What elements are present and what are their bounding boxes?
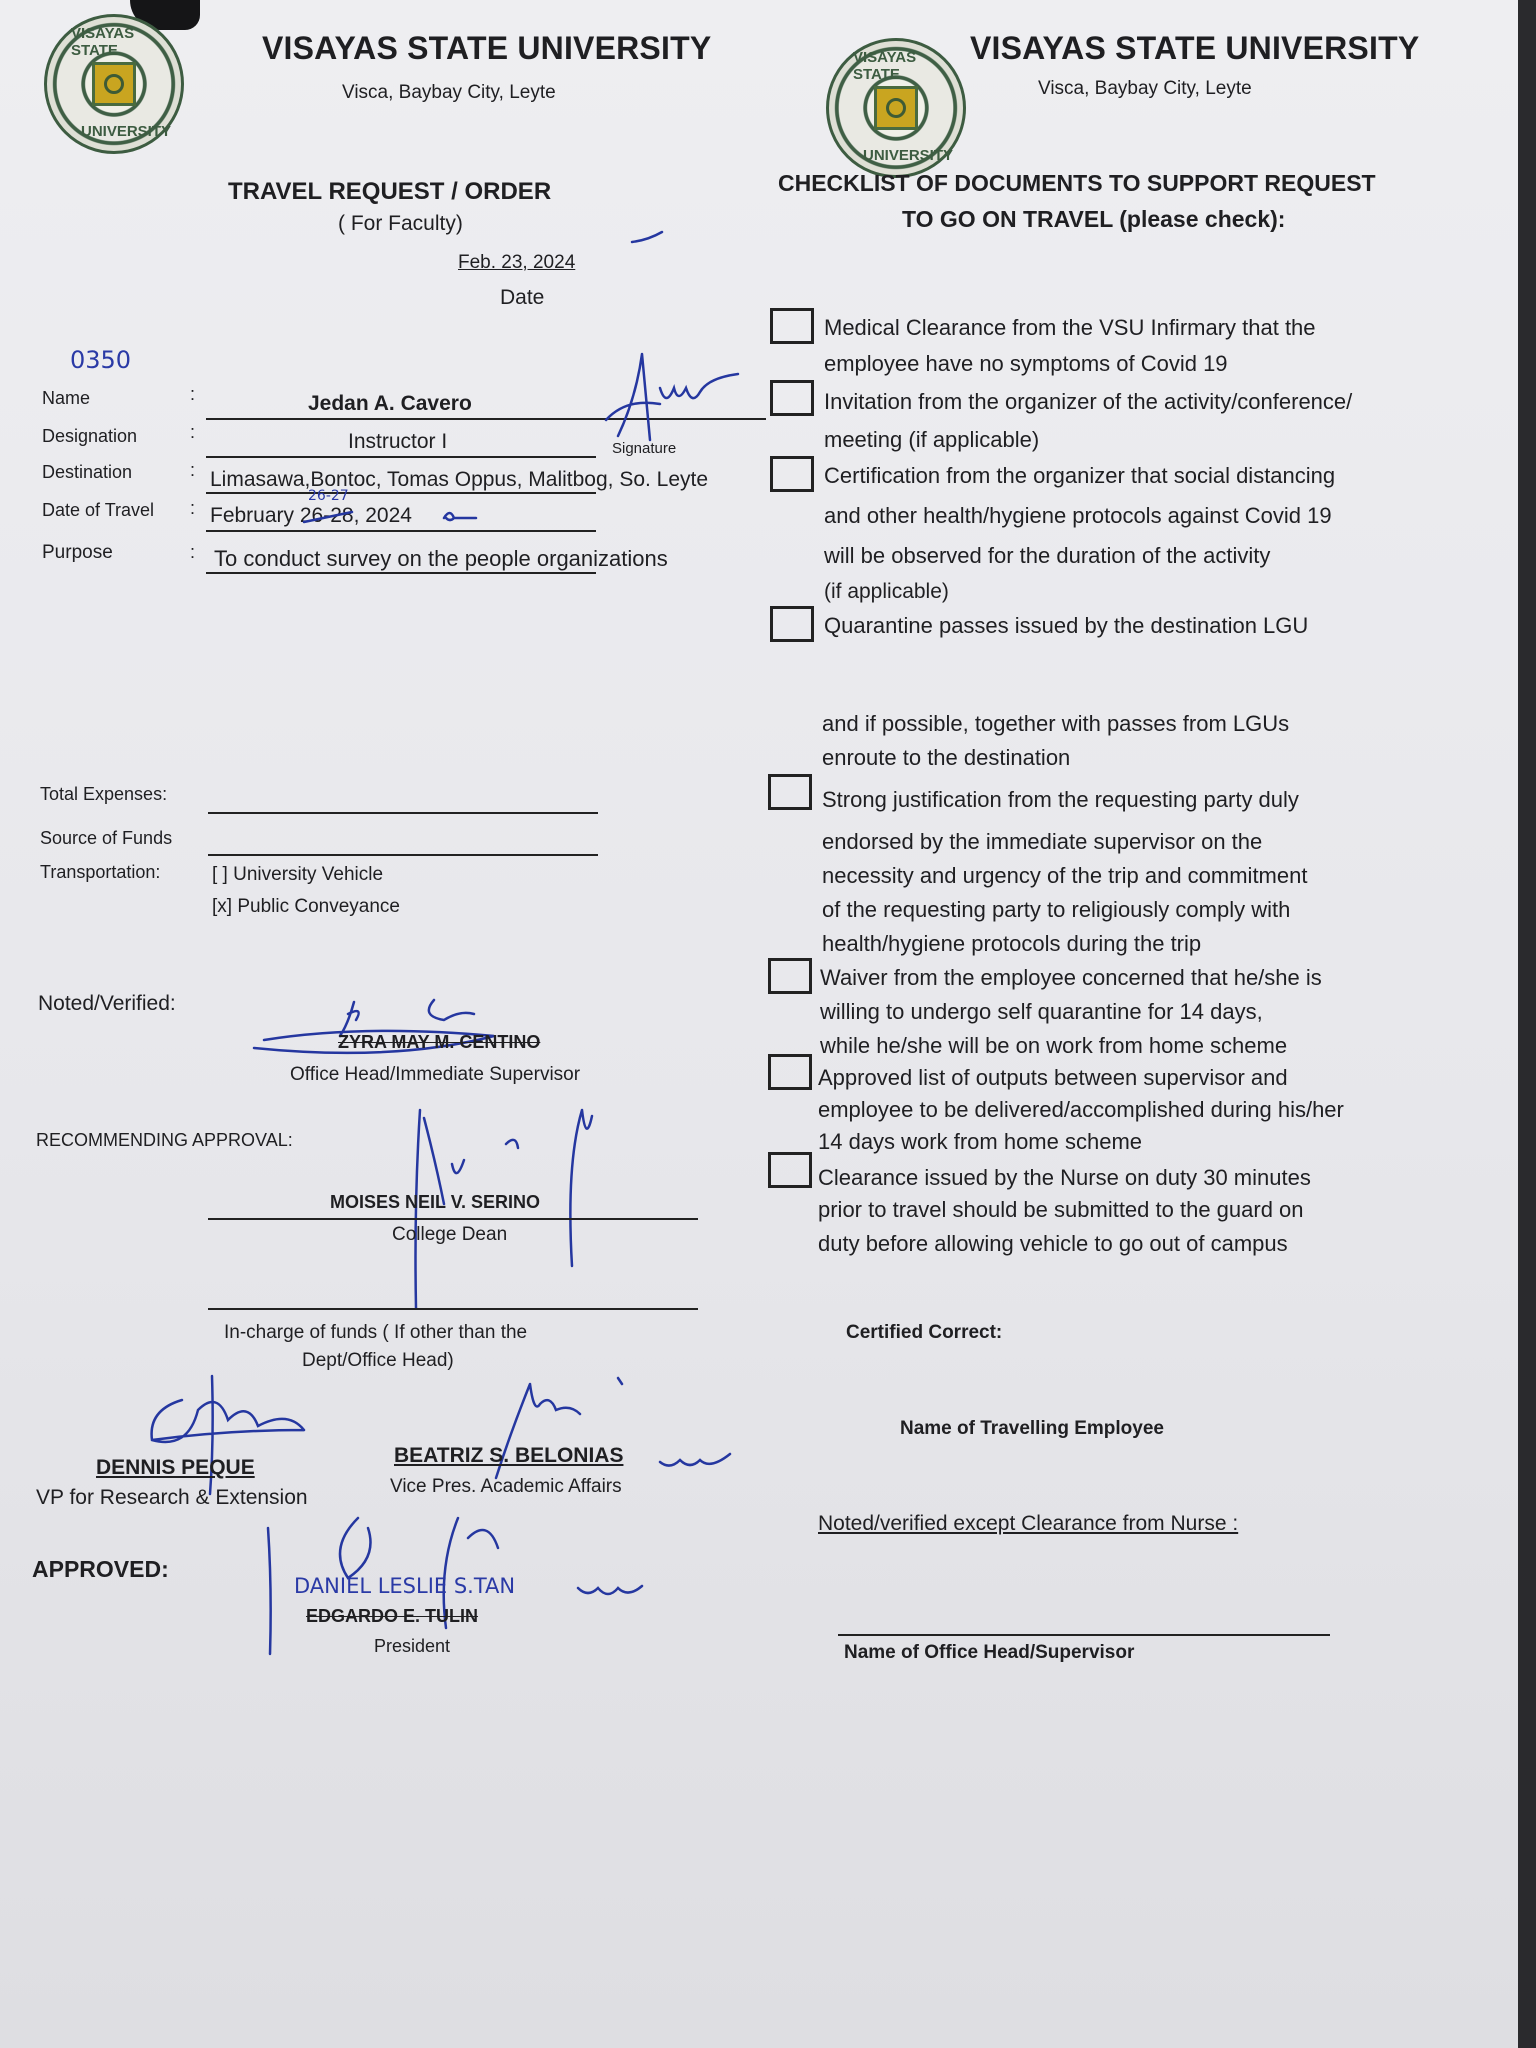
checklist-line: necessity and urgency of the trip and commitment [822, 863, 1308, 888]
checklist-line: Clearance issued by the Nurse on duty 30 minutes [818, 1165, 1311, 1190]
checklist-line: of the requesting party to religiously comply with [822, 897, 1291, 922]
travel-date-correction: 26-27 [308, 488, 349, 504]
checklist-line: prior to travel should be submitted to the guard on [818, 1197, 1304, 1222]
dean-title: College Dean [392, 1224, 508, 1245]
travel-date-line [206, 530, 596, 532]
checklist-line: 14 days work from home scheme [818, 1129, 1143, 1154]
request-date: Feb. 23, 2024 [458, 252, 576, 273]
president-title: President [374, 1636, 451, 1656]
travel-date-value: February 26-28, 2024 [210, 504, 412, 527]
seal-text-top: VISAYAS STATE [853, 49, 917, 83]
university-seal-left [44, 14, 184, 154]
handwritten-number: 0350 [70, 346, 132, 374]
checklist-line: health/hygiene protocols during the trip [822, 931, 1202, 956]
checklist-line: employee to be delivered/accomplished during his/her [818, 1097, 1344, 1122]
checkbox-certification[interactable] [770, 456, 814, 492]
checklist-line: endorsed by the immediate supervisor on the [822, 829, 1263, 854]
transportation-label: Transportation: [40, 862, 161, 882]
form-title: TRAVEL REQUEST / ORDER [228, 178, 552, 205]
checklist-line: (if applicable) [824, 580, 949, 603]
dean-line [208, 1218, 698, 1220]
office-head-label: Name of Office Head/Supervisor [844, 1642, 1135, 1663]
checklist-title: CHECKLIST OF DOCUMENTS TO SUPPORT REQUEST [778, 170, 1376, 196]
destination-line [206, 492, 596, 494]
checkbox-medical-clearance[interactable] [770, 308, 814, 344]
name-value: Jedan A. Cavero [308, 392, 472, 415]
checklist-line: and other health/hygiene protocols against Covid 19 [824, 503, 1332, 528]
checkbox-invitation[interactable] [770, 380, 814, 416]
supervisor-name: ZYRA MAY M. CENTINO [338, 1032, 541, 1052]
checklist-line: enroute to the destination [822, 745, 1071, 770]
university-seal-right [826, 38, 966, 178]
checklist-line: Medical Clearance from the VSU Infirmary that the [824, 315, 1316, 340]
university-name-right: VISAYAS STATE UNIVERSITY [970, 30, 1420, 66]
checklist-line: Strong justification from the requesting party duly [822, 787, 1299, 812]
checklist-line: Approved list of outputs between supervisor and [818, 1065, 1288, 1090]
vp-academic-title: Vice Pres. Academic Affairs [390, 1476, 622, 1497]
checklist-line: Invitation from the organizer of the activity/conference/ [824, 389, 1353, 414]
purpose-line [206, 572, 596, 574]
checklist-line: willing to undergo self quarantine for 14 days, [820, 999, 1263, 1024]
office-head-signature-line [838, 1634, 1330, 1636]
source-of-funds-line [208, 854, 598, 856]
transport-option-university-vehicle: [ ] University Vehicle [212, 864, 384, 885]
vp-research-title: VP for Research & Extension [36, 1486, 308, 1509]
approved-label: APPROVED: [32, 1556, 169, 1582]
date-label: Date [500, 286, 545, 309]
university-address-right: Visca, Baybay City, Leyte [1038, 78, 1252, 99]
colon: : [190, 460, 196, 480]
destination-label: Destination [42, 462, 133, 482]
transport-option-public-conveyance: [x] Public Conveyance [212, 896, 400, 917]
signature-label: Signature [612, 440, 677, 457]
checklist-title-2: TO GO ON TRAVEL (please check): [902, 206, 1286, 232]
vp-academic-name: BEATRIZ S. BELONIAS [394, 1444, 624, 1467]
vp-research-signature [128, 1370, 328, 1500]
destination-value: Limasawa,Bontoc, Tomas Oppus, Malitbog, So. Leyte [210, 468, 709, 491]
president-handwritten-name: DANIEL LESLIE S.TAN [294, 1574, 516, 1598]
funds-in-charge-line [208, 1308, 698, 1310]
funds-in-charge-label: In-charge of funds ( If other than the [224, 1322, 528, 1343]
checkbox-quarantine-passes[interactable] [770, 606, 814, 642]
university-name-left: VISAYAS STATE UNIVERSITY [262, 30, 712, 66]
noted-except-nurse-label: Noted/verified except Clearance from Nurse : [818, 1512, 1239, 1535]
colon: : [190, 422, 196, 442]
checklist-line: Certification from the organizer that social distancing [824, 463, 1336, 488]
checklist-line: Quarantine passes issued by the destination LGU [824, 613, 1309, 638]
certified-correct-label: Certified Correct: [846, 1322, 1003, 1343]
form-subtitle: ( For Faculty) [338, 212, 463, 235]
seal-text-bottom: UNIVERSITY [81, 123, 172, 140]
recommending-approval-label: RECOMMENDING APPROVAL: [36, 1130, 293, 1150]
checklist-line: while he/she will be on work from home scheme [820, 1033, 1288, 1058]
total-expenses-label: Total Expenses: [40, 784, 168, 804]
noted-verified-label: Noted/Verified: [38, 992, 176, 1015]
checklist-line: and if possible, together with passes from LGUs [822, 711, 1290, 736]
president-name: EDGARDO E. TULIN [306, 1606, 479, 1626]
checkbox-waiver[interactable] [768, 958, 812, 994]
checkbox-nurse-clearance[interactable] [768, 1152, 812, 1188]
total-expenses-line [208, 812, 598, 814]
dean-name: MOISES NEIL V. SERINO [330, 1192, 541, 1212]
travel-date-label: Date of Travel [42, 500, 155, 520]
designation-line [206, 456, 596, 458]
funds-in-charge-label-2: Dept/Office Head) [302, 1350, 454, 1371]
seal-text-top: VISAYAS STATE [71, 25, 135, 59]
travelling-employee-label: Name of Travelling Employee [900, 1418, 1164, 1439]
purpose-value: To conduct survey on the people organizations [214, 546, 668, 571]
colon: : [190, 498, 196, 518]
page-edge-shadow [1518, 0, 1536, 2048]
seal-text-bottom: UNIVERSITY [863, 147, 954, 164]
checklist-line: will be observed for the duration of the activity [824, 543, 1271, 568]
name-label: Name [42, 388, 91, 408]
university-address-left: Visca, Baybay City, Leyte [342, 82, 556, 103]
supervisor-title: Office Head/Immediate Supervisor [290, 1064, 581, 1085]
colon: : [190, 384, 196, 404]
source-of-funds-label: Source of Funds [40, 828, 173, 848]
vp-research-name: DENNIS PEQUE [96, 1456, 255, 1479]
checklist-line: meeting (if applicable) [824, 427, 1040, 452]
designation-label: Designation [42, 426, 138, 446]
colon: : [190, 542, 196, 562]
checklist-line: employee have no symptoms of Covid 19 [824, 351, 1228, 376]
purpose-label: Purpose [42, 542, 113, 563]
checklist-line: Waiver from the employee concerned that he/she is [820, 965, 1322, 990]
designation-value: Instructor I [348, 430, 448, 453]
checklist-line: duty before allowing vehicle to go out of campus [818, 1231, 1288, 1256]
checkbox-approved-outputs[interactable] [768, 1054, 812, 1090]
checkbox-strong-justification[interactable] [768, 774, 812, 810]
applicant-signature [596, 348, 746, 448]
